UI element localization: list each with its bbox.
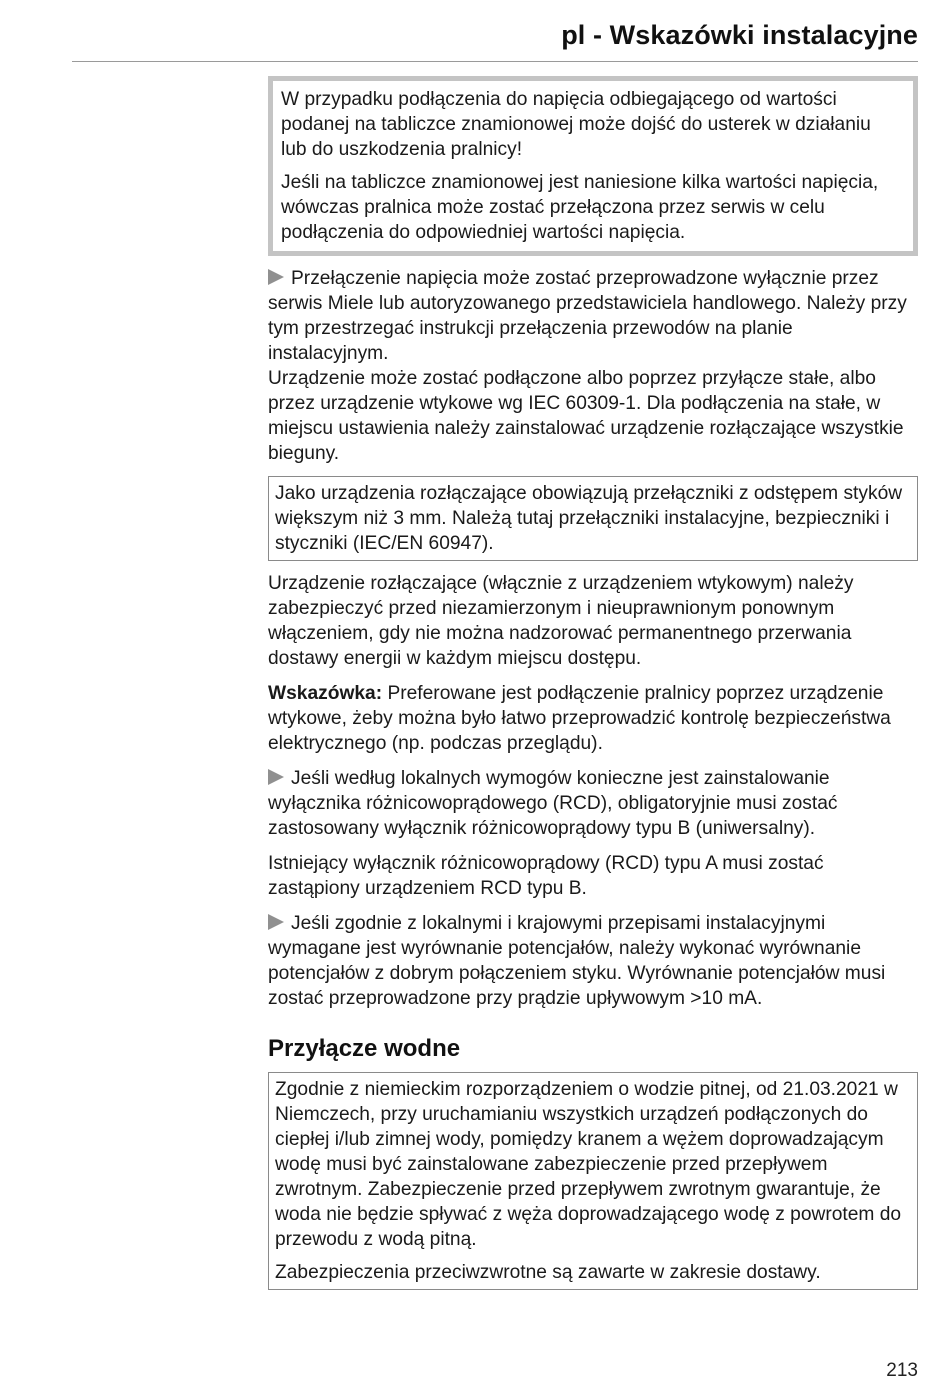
- arrow-bullet-icon: [268, 269, 284, 285]
- secure-paragraph: Urządzenie rozłączające (włącznie z urządzeniem wtykowym) należy zabezpieczyć przed niezamierzonym i nieuprawnionym ponownym włączeniem, gdy nie można nadzorować permanentnego przerwania dostawy energii w każdym miejscu dostępu.: [268, 573, 854, 669]
- water-note-box: [268, 1072, 918, 1290]
- rcd-paragraph: [268, 766, 918, 841]
- section-title-water: Przyłącze wodne: [268, 1035, 461, 1062]
- warning-box: [268, 76, 918, 256]
- hint-paragraph: [268, 681, 918, 756]
- rcd-text: Jeśli według lokalnych wymogów konieczne jest zainstalowanie wyłącznika różnicowoprądowego (RCD), obligatoryjnie musi zostać zastosowany wyłącznik różnicowoprądowy typu B (uniwersalny).: [268, 768, 838, 839]
- warning-text-1: W przypadku podłączenia do napięcia odbiegającego od wartości podanej na tabliczce znamionowej może dojść do usterek w działaniu lub do uszkodzenia pralnicy!: [281, 89, 871, 160]
- disconnect-note-text: Jako urządzenia rozłączające obowiązują przełączniki z odstępem styków większym niż 3 mm. Należą tutaj przełączniki instalacyjne, bezpieczniki i styczniki (IEC/EN 60947).: [275, 483, 903, 554]
- hint-label: Wskazówka:: [268, 683, 383, 704]
- water-note-text-1: Zgodnie z niemieckim rozporządzeniem o wodzie pitnej, od 21.03.2021 w Niemczech, przy uruchamianiu wszystkich urządzeń podłączonych do ciepłej i/lub zimnej wody, pomiędzy kranem a wężem doprowadzającym wodę musi być zainstalowane zabezpieczenie przed przepływem zwrotnym. Zabezpieczenie przed przepływem zwrotnym gwarantuje, że woda nie będzie spływać z węża doprowadzającego wodę z powrotem do przewodu z wodą pitną.: [275, 1079, 902, 1250]
- main-content: [268, 76, 918, 1300]
- hint-text: Preferowane jest podłączenie pralnicy poprzez urządzenie wtykowe, żeby można było łatwo przeprowadzić kontrolę bezpieczeństwa elektrycznego (np. podczas przeglądu).: [268, 683, 891, 754]
- connection-paragraph: Urządzenie może zostać podłączone albo poprzez przyłącze stałe, albo przez urządzenie wtykowe wg IEC 60309-1. Dla podłączenia na stałe, w miejscu ustawienia należy zainstalować urządzenie rozłączające wszystkie bieguny.: [268, 368, 904, 464]
- potential-text: Jeśli zgodnie z lokalnymi i krajowymi przepisami instalacyjnymi wymagane jest wyrównanie potencjałów, należy wykonać wyrównanie potencjałów z dobrym połączeniem styku. Wyrównanie potencjałów musi zostać przeprowadzone przy prądzie upływowym >10 mA.: [268, 913, 886, 1009]
- header-divider: [72, 61, 918, 62]
- voltage-switch-text: Przełączenie napięcia może zostać przeprowadzone wyłącznie przez serwis Miele lub autoryzowanego przedstawiciela handlowego. Należy przy tym przestrzegać instrukcji przełączenia przewodów na planie instalacyjnym.: [268, 268, 907, 364]
- warning-text-2: Jeśli na tabliczce znamionowej jest naniesione kilka wartości napięcia, wówczas pralnica może zostać przełączona przez serwis w celu podłączenia do odpowiedniej wartości napięcia.: [281, 172, 879, 243]
- arrow-bullet-icon: [268, 769, 284, 785]
- page-header-title: pl - Wskazówki instalacyjne: [561, 20, 918, 50]
- potential-paragraph: [268, 911, 918, 1011]
- rcd-replace-paragraph: Istniejący wyłącznik różnicowoprądowy (RCD) typu A musi zostać zastąpiony urządzeniem RCD typu B.: [268, 853, 824, 899]
- disconnect-note-box: [268, 476, 918, 561]
- water-note-text-2: Zabezpieczenia przeciwzwrotne są zawarte w zakresie dostawy.: [275, 1262, 821, 1283]
- voltage-switch-paragraph: [268, 266, 918, 366]
- arrow-bullet-icon: [268, 914, 284, 930]
- page-number: 213: [886, 1360, 918, 1381]
